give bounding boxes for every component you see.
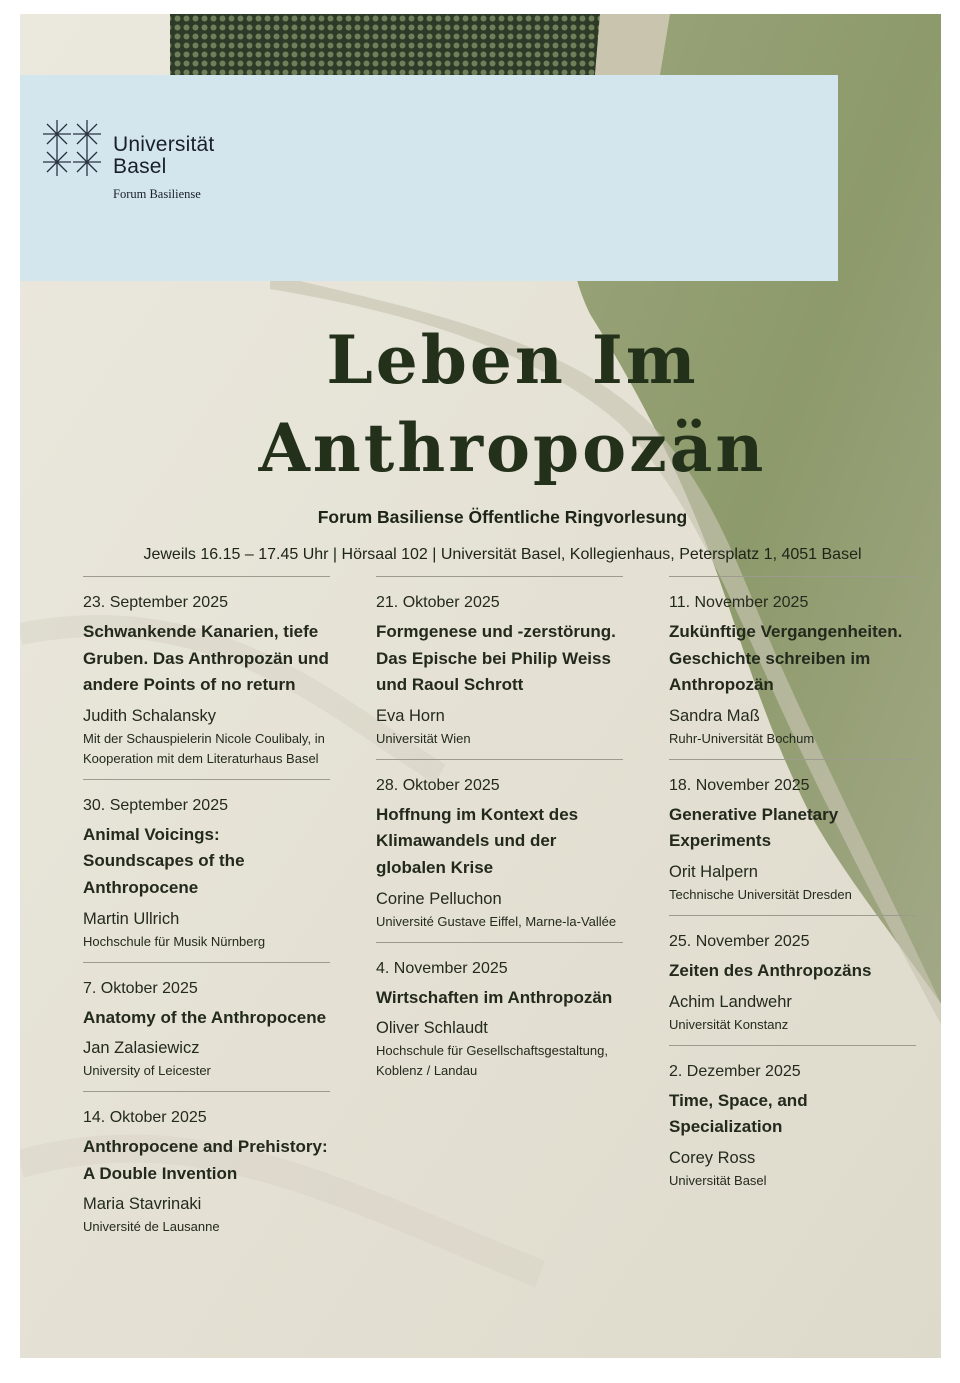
event-speaker: Jan Zalasiewicz [83,1039,200,1058]
event-speaker: Maria Stavrinaki [83,1195,202,1214]
poster-title [20,316,941,492]
event-entry [83,779,330,962]
event-date: 23. September 2025 [83,594,228,611]
event-speaker: Sandra Maß [669,706,760,725]
event-entry [669,759,916,915]
event-affiliation: Universität Basel [669,1172,767,1188]
event-affiliation: University of Leicester [83,1063,211,1079]
event-title: Zukünftige Vergangenheiten. Geschichte schreiben im Anthropozän [669,622,903,695]
event-affiliation: Hochschule für Gesellschaftsgestaltung, Koblenz / Landau [376,1043,608,1079]
event-title: Time, Space, and Specialization [669,1090,808,1137]
event-speaker: Corey Ross [669,1148,756,1167]
title-line2: Anthropozän [258,409,767,487]
event-affiliation: Université Gustave Eiffel, Marne-la-Vallée [376,913,617,929]
event-speaker: Oliver Schlaudt [376,1019,488,1038]
university-name-line2: Basel [113,155,167,178]
event-entry [376,942,623,1092]
event-title: Zeiten des Anthropozäns [669,960,872,980]
event-title: Schwankende Kanarien, tiefe Gruben. Das Anthropozän und andere Points of no return [83,622,329,695]
event-date: 28. Oktober 2025 [376,776,500,794]
event-speaker: Achim Landwehr [669,992,792,1011]
title-line1: Leben Im [326,321,699,399]
event-entry [83,576,330,779]
venue-info: Jeweils 16.15 – 17.45 Uhr | Hörsaal 102 | Universität Basel, Kollegienhaus, Petersplatz 1, 4051 Basel [143,546,862,563]
event-affiliation: Mit der Schauspielerin Nicole Coulibaly, in Kooperation mit dem Literaturhaus Basel [83,730,325,766]
event-entry [376,759,623,942]
event-affiliation: Université de Lausanne [83,1219,220,1235]
event-speaker: Eva Horn [376,706,445,725]
event-date: 4. November 2025 [376,959,508,977]
event-date: 21. Oktober 2025 [376,594,500,611]
event-affiliation: Hochschule für Musik Nürnberg [83,933,266,949]
header-panel [20,75,838,281]
event-date: 18. November 2025 [669,776,810,794]
event-title: Hoffnung im Kontext des Klimawandels und der globalen Krise [376,804,579,877]
event-speaker: Corine Pelluchon [376,889,502,908]
events-column-1 [83,576,330,1247]
event-date: 11. November 2025 [669,594,809,611]
university-basel-star-icon [42,120,102,176]
event-affiliation: Technische Universität Dresden [669,886,852,902]
event-affiliation: Universität Konstanz [669,1016,789,1032]
event-entry [83,1091,330,1247]
event-date: 2. Dezember 2025 [669,1062,801,1080]
event-date: 25. November 2025 [669,932,810,950]
event-entry [83,962,330,1092]
event-title: Anthropocene and Prehistory: A Double Invention [83,1137,328,1183]
event-date: 7. Oktober 2025 [83,979,198,997]
university-wordmark [113,134,214,178]
event-entry [669,576,916,759]
poster [20,14,941,1358]
event-title: Wirtschaften im Anthropozän [376,987,613,1007]
events-column-2 [376,576,623,1091]
forum-subtitle: Forum Basiliense [113,187,201,201]
event-entry [669,1045,916,1201]
event-date: 30. September 2025 [83,796,228,814]
event-entry [376,576,623,759]
event-date: 14. Oktober 2025 [83,1109,207,1127]
event-title: Formgenese und -zerstörung. Das Epische bei Philip Weiss und Raoul Schrott [376,622,616,695]
event-affiliation: Ruhr-Universität Bochum [669,730,815,746]
events-column-3 [669,576,916,1201]
event-title: Anatomy of the Anthropocene [83,1007,327,1027]
event-speaker: Orit Halpern [669,862,758,881]
event-speaker: Martin Ullrich [83,909,180,928]
event-affiliation: Universität Wien [376,730,471,746]
event-title: Generative Planetary Experiments [669,804,839,851]
university-name-line1: Universität [113,133,215,156]
event-speaker: Judith Schalansky [83,706,216,725]
series-subtitle: Forum Basiliense Öffentliche Ringvorlesung [317,507,688,527]
event-entry [669,915,916,1045]
event-title: Animal Voicings: Soundscapes of the Anthropocene [83,824,245,897]
